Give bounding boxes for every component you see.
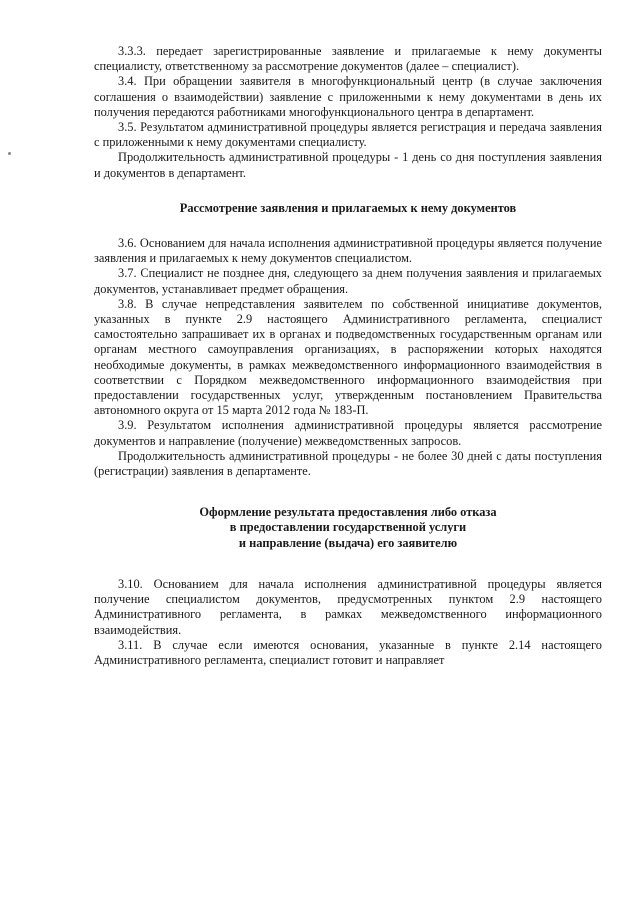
paragraph-3-10: 3.10. Основанием для начала исполнения административной процедуры является получение специалистом документов, предусмотренных пунктом 2.9 настоящего Административного регламента, в рамках межведомственного информационного взаимодействия.	[94, 576, 602, 637]
paragraph-duration-1-day: Продолжительность административной процедуры - 1 день со дня поступления заявления и документов в департамент.	[94, 150, 602, 180]
heading-result-line-1: Оформление результата предоставления либо отказа	[199, 505, 497, 520]
paragraph-3-8: 3.8. В случае непредставления заявителем по собственной инициативе документов, указанных в пункте 2.9 настоящего Административного регламента, специалист самостоятельно запрашивает их в органах и подведомственных государственным органам или органам местного самоуправления организациях, в распоряжении которых находятся необходимые документы, в рамках межведомственного информационного взаимодействия в соответствии с Порядком межведомственного информационного взаимодействия при предоставлении государственных услуг, утвержденным постановлением Правительства автономного округа от 15 марта 2012 года № 183-П.	[94, 296, 602, 418]
paragraph-3-3-3: 3.3.3. передает зарегистрированные заявление и прилагаемые к нему документы специалисту, ответственному за рассмотрение документов (далее – специалист).	[94, 44, 602, 74]
heading-result-line-2: в предоставлении государственной услуги	[229, 520, 467, 535]
heading-review-section: Рассмотрение заявления и прилагаемых к нему документов	[179, 200, 517, 215]
scan-margin-speck	[8, 152, 11, 155]
paragraph-3-4: 3.4. При обращении заявителя в многофункциональный центр (в случае заключения соглашения о взаимодействии) заявление с приложенными к нему документами в день их получения передаются работниками многофункционального центра в департамент.	[94, 74, 602, 119]
paragraph-3-7: 3.7. Специалист не позднее дня, следующего за днем получения заявления и прилагаемых документов, устанавливает предмет обращения.	[94, 266, 602, 296]
paragraph-duration-30-days: Продолжительность административной процедуры - не более 30 дней с даты поступления (регистрации) заявления в департаменте.	[94, 448, 602, 479]
paragraph-3-11: 3.11. В случае если имеются основания, указанные в пункте 2.14 настоящего Административного регламента, специалист готовит и направляет	[94, 637, 602, 667]
heading-result-line-3: и направление (выдача) его заявителю	[238, 535, 458, 550]
document-page	[94, 44, 602, 668]
paragraph-3-9: 3.9. Результатом исполнения административной процедуры является рассмотрение документов и направление (получение) межведомственных запросов.	[94, 418, 602, 448]
paragraph-3-6: 3.6. Основанием для начала исполнения административной процедуры является получение заявления и прилагаемых к нему документов специалистом.	[94, 236, 602, 266]
paragraph-3-5: 3.5. Результатом административной процедуры является регистрация и передача заявления с приложенными к нему документами специалисту.	[94, 120, 602, 150]
